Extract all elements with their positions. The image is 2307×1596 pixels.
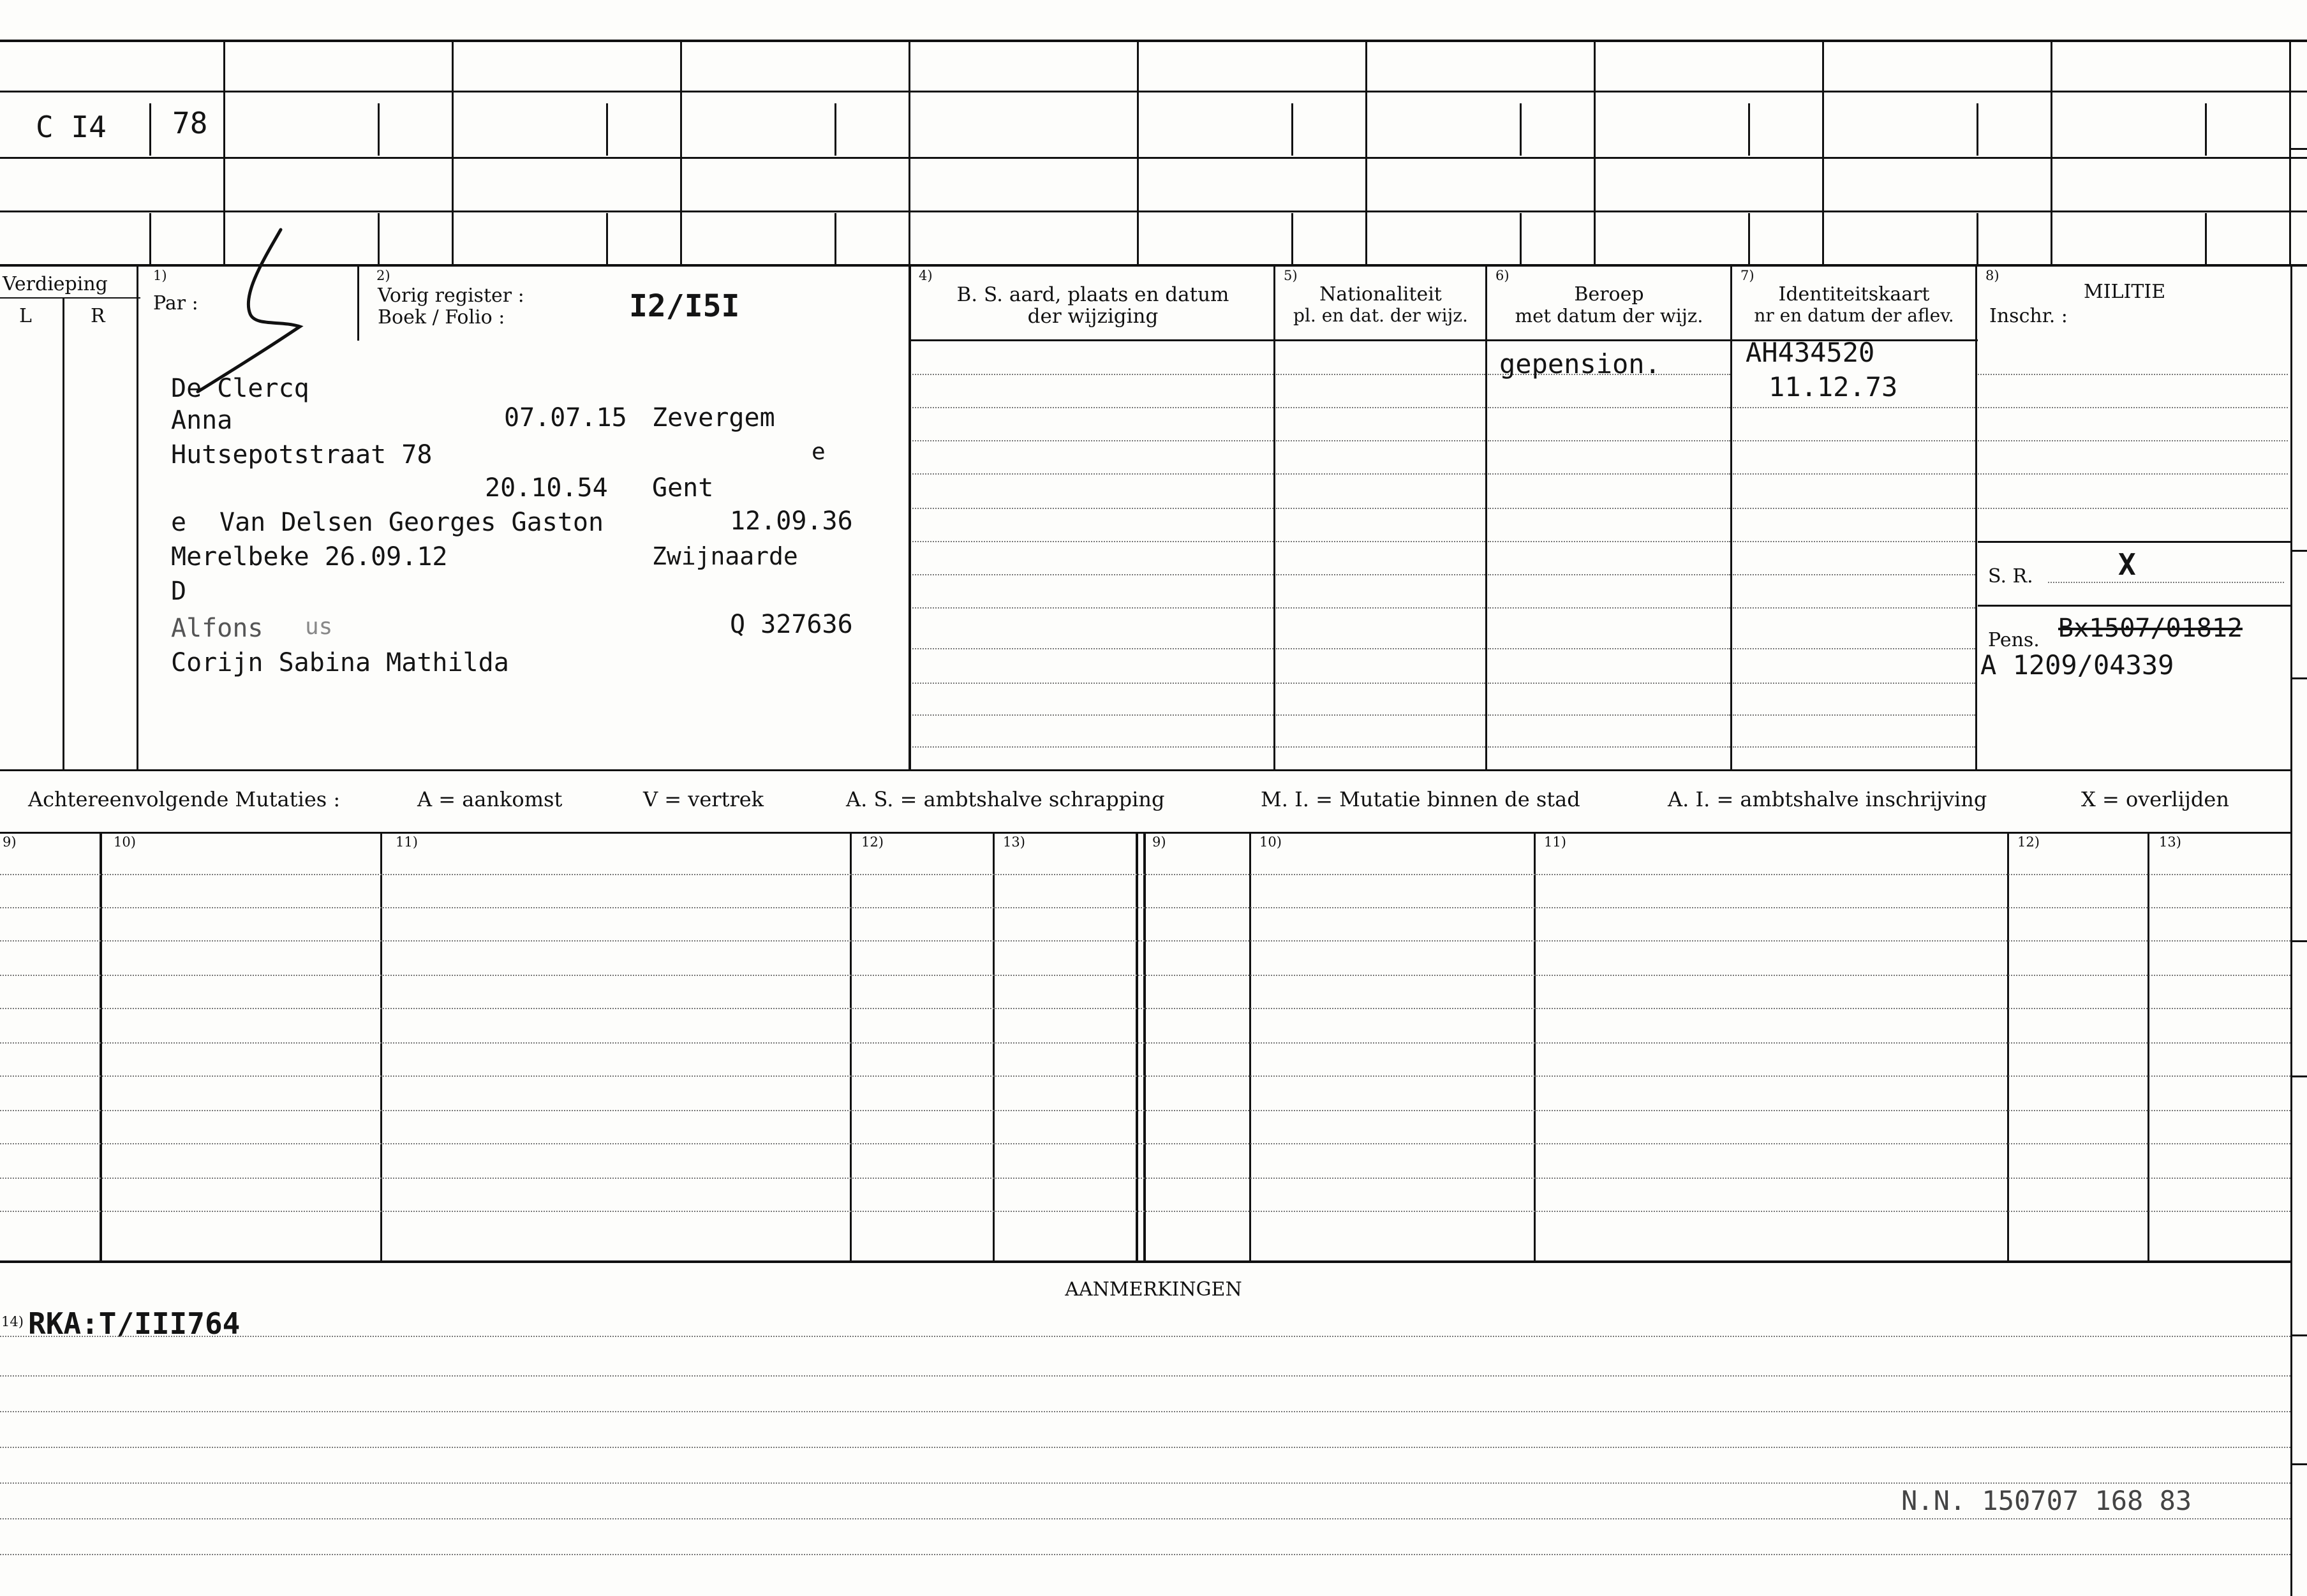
grid-left-11: 11) xyxy=(396,834,418,850)
marriage-place: Zwijnaarde xyxy=(652,542,798,570)
field-number-7: 7) xyxy=(1740,268,1754,283)
person-first-name: Anna xyxy=(171,406,233,435)
code-d: D xyxy=(171,577,187,606)
mutatie-a: A = aankomst xyxy=(417,787,563,811)
spouse-prefix: e xyxy=(171,508,187,537)
grid-right-10: 10) xyxy=(1259,834,1282,850)
mutatie-ai: A. I. = ambtshalve inschrijving xyxy=(1668,787,1987,811)
person-address: Hutsepotstraat 78 xyxy=(171,440,433,469)
boek-folio-label: Boek / Folio : xyxy=(378,306,505,329)
pens-struck-value: Bx1507/01812 xyxy=(2058,614,2243,643)
beroep-header-line2: met datum der wijz. xyxy=(1515,305,1703,327)
person-father: Alfons xyxy=(171,614,263,643)
grid-left-12: 12) xyxy=(861,834,884,850)
nn-number: N.N. 150707 168 83 xyxy=(1901,1485,2192,1516)
vorig-register-label: Vorig register : xyxy=(378,284,524,307)
sr-value: X xyxy=(2118,547,2136,582)
identiteitskaart-header-line2: nr en datum der aflev. xyxy=(1754,305,1954,326)
nationaliteit-header-line1: Nationaliteit xyxy=(1319,283,1442,306)
person-arrival-place: Gent xyxy=(652,473,714,503)
person-birth-place: Zevergem xyxy=(652,403,775,432)
grid-right-11: 11) xyxy=(1544,834,1566,850)
grid-left-10: 10) xyxy=(114,834,136,850)
militie-header: MILITIE xyxy=(2084,281,2166,303)
code-divider xyxy=(149,103,151,156)
person-spouse: Van Delsen Georges Gaston xyxy=(219,508,604,537)
remark-value: RKA:T/III764 xyxy=(28,1306,241,1341)
bs-header-line1: B. S. aard, plaats en datum xyxy=(956,283,1229,306)
grid-right-12: 12) xyxy=(2017,834,2040,850)
mutatie-x: X = overlijden xyxy=(2081,787,2229,811)
spouse-birth: Merelbeke 26.09.12 xyxy=(171,542,448,572)
field-number-14: 14) xyxy=(1,1314,24,1329)
person-birth-date: 07.07.15 xyxy=(504,403,627,432)
vorig-register-value: I2/I5I xyxy=(629,288,740,324)
grid-right-13: 13) xyxy=(2159,834,2181,850)
grid-left-13: 13) xyxy=(1003,834,1025,850)
field-number-6: 6) xyxy=(1495,268,1510,283)
field-number-8: 8) xyxy=(1985,268,1999,283)
marriage-date: 12.09.36 xyxy=(730,506,853,536)
grid-right-9: 9) xyxy=(1152,834,1166,850)
pen-stroke-icon xyxy=(185,225,338,397)
verdieping-l-header: L xyxy=(19,305,32,327)
register-code: C I4 xyxy=(36,110,107,144)
identity-card-number: AH434520 xyxy=(1746,337,1875,368)
aanmerkingen-title: AANMERKINGEN xyxy=(1065,1278,1242,1301)
register-number: 78 xyxy=(172,106,208,140)
beroep-header-line1: Beroep xyxy=(1574,283,1644,306)
verdieping-r-header: R xyxy=(91,305,105,327)
identiteitskaart-header-line1: Identiteitskaart xyxy=(1778,283,1930,306)
pens-new-value: A 1209/04339 xyxy=(1980,649,2174,681)
person-arrival-date: 20.10.54 xyxy=(485,473,608,503)
document-number: Q 327636 xyxy=(730,610,853,639)
verdieping-header: Verdieping xyxy=(3,273,108,295)
mutaties-label: Achtereenvolgende Mutaties : xyxy=(28,787,341,811)
field-number-1: 1) xyxy=(153,268,167,283)
field-number-5: 5) xyxy=(1284,268,1298,283)
pens-label: Pens. xyxy=(1988,629,2040,651)
person-mother: Corijn Sabina Mathilda xyxy=(171,648,509,677)
mutatie-v: V = vertrek xyxy=(643,787,764,811)
field-number-4: 4) xyxy=(919,268,933,283)
field-number-2: 2) xyxy=(376,268,390,283)
person-father-tail: us xyxy=(305,614,333,640)
par-label: Par : xyxy=(153,292,198,314)
sr-label: S. R. xyxy=(1988,565,2033,587)
identity-card-date: 11.12.73 xyxy=(1769,371,1898,403)
person-marker-e: e xyxy=(812,439,826,465)
grid-left-9: 9) xyxy=(3,834,17,850)
person-surname: De Clercq xyxy=(171,374,309,403)
nationaliteit-header-line2: pl. en dat. der wijz. xyxy=(1293,305,1468,326)
mutatie-mi: M. I. = Mutatie binnen de stad xyxy=(1261,787,1580,811)
mutatie-as: A. S. = ambtshalve schrapping xyxy=(846,787,1165,811)
occupation-value: gepension. xyxy=(1499,348,1661,380)
inschr-label: Inschr. : xyxy=(1989,305,2068,327)
bs-header-line2: der wijziging xyxy=(1027,305,1159,328)
